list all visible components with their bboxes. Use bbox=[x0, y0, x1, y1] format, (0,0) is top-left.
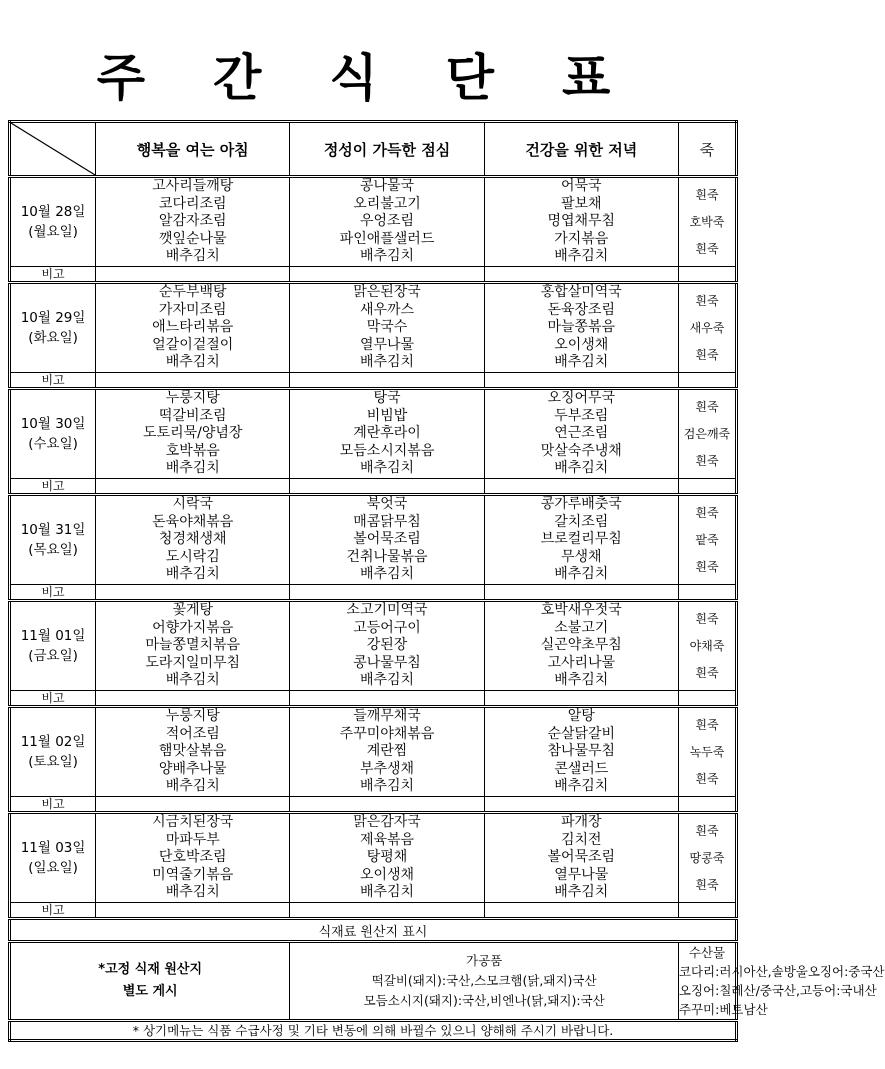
menu-item: 모듬소시지볶음 bbox=[339, 442, 435, 459]
menu-item: 볼어묵조림 bbox=[547, 849, 616, 866]
menu-item: 소고기미역국 bbox=[346, 602, 428, 619]
weekday: (일요일) bbox=[28, 860, 78, 876]
lunch-cell bbox=[290, 389, 484, 479]
porridge-item: 팥죽 bbox=[695, 532, 719, 547]
note-cell bbox=[290, 267, 484, 283]
menu-item: 계란후라이 bbox=[353, 425, 421, 442]
porridge-item: 흰죽 bbox=[695, 293, 719, 308]
menu-item: 얼갈이겉절이 bbox=[152, 336, 234, 353]
menu-item: 도토리묵/양념장 bbox=[143, 425, 243, 442]
note-row bbox=[10, 479, 737, 495]
header-breakfast: 행복을 여는 아침 bbox=[96, 122, 290, 177]
weekday: (목요일) bbox=[28, 542, 78, 558]
menu-item: 돈육장조림 bbox=[547, 301, 616, 318]
menu-item: 탕국 bbox=[373, 390, 401, 407]
note-cell bbox=[96, 373, 290, 389]
menu-item: 배추김치 bbox=[554, 778, 609, 795]
menu-item: 어향가지볶음 bbox=[152, 619, 234, 636]
dinner-cell bbox=[484, 177, 678, 267]
header-row bbox=[10, 122, 737, 177]
note-row bbox=[10, 691, 737, 707]
processed-line: 떡갈비(돼지):국산,스모크햄(닭,돼지)국산 bbox=[371, 973, 597, 988]
header-dinner: 건강을 위한 저녁 bbox=[484, 122, 678, 177]
note-label: 비고 bbox=[10, 373, 96, 389]
date-cell bbox=[10, 813, 96, 903]
day-row bbox=[10, 389, 737, 479]
menu-item: 가자미조림 bbox=[158, 301, 227, 318]
menu-item: 배추김치 bbox=[359, 460, 415, 477]
dinner-cell bbox=[484, 707, 678, 797]
porridge-cell bbox=[678, 283, 736, 373]
porridge-item: 흰죽 bbox=[695, 717, 719, 732]
note-cell bbox=[290, 373, 484, 389]
menu-item: 배추김치 bbox=[165, 778, 220, 795]
note-cell bbox=[290, 691, 484, 707]
menu-item: 도라지일미무침 bbox=[145, 654, 241, 671]
note-cell bbox=[96, 267, 290, 283]
note-cell bbox=[96, 797, 290, 813]
menu-item: 계란찜 bbox=[366, 743, 408, 760]
menu-item: 부추생채 bbox=[359, 760, 415, 777]
menu-item: 고사리나물 bbox=[547, 654, 616, 671]
menu-item: 배추김치 bbox=[165, 884, 220, 901]
breakfast-cell bbox=[96, 707, 290, 797]
menu-item: 콩가루배춧국 bbox=[540, 496, 622, 513]
menu-item: 강된장 bbox=[366, 637, 408, 654]
menu-item: 시금치된장국 bbox=[152, 814, 234, 831]
porridge-item: 흰죽 bbox=[695, 611, 719, 626]
note-cell bbox=[678, 585, 736, 601]
menu-item: 소불고기 bbox=[554, 619, 609, 636]
menu-item: 순두부백탕 bbox=[158, 284, 227, 301]
note-cell bbox=[678, 903, 736, 919]
breakfast-cell bbox=[96, 601, 290, 691]
date: 10월 31일 bbox=[20, 522, 86, 538]
note-row bbox=[10, 585, 737, 601]
footer-row bbox=[10, 1021, 737, 1041]
menu-item: 두부조림 bbox=[554, 407, 609, 424]
weekday: (토요일) bbox=[28, 754, 78, 770]
day-row bbox=[10, 495, 737, 585]
header-porridge: 죽 bbox=[678, 122, 736, 177]
menu-item: 배추김치 bbox=[359, 672, 415, 689]
menu-item: 맑은된장국 bbox=[353, 284, 421, 301]
seafood-title: 수산물 bbox=[688, 945, 726, 960]
menu-item: 누룽지탕 bbox=[165, 390, 220, 407]
date-cell bbox=[10, 601, 96, 691]
menu-item: 코다리조림 bbox=[158, 195, 227, 212]
menu-item: 고등어구이 bbox=[353, 619, 421, 636]
day-row bbox=[10, 177, 737, 267]
menu-item: 열무나물 bbox=[359, 336, 415, 353]
header-lunch: 정성이 가득한 점심 bbox=[290, 122, 484, 177]
menu-item: 맑은감자국 bbox=[353, 814, 421, 831]
diagonal-line bbox=[11, 123, 95, 175]
fixed-origin-line: 별도 게시 bbox=[122, 984, 178, 999]
menu-item: 홍합살미역국 bbox=[540, 284, 622, 301]
menu-item: 도시락김 bbox=[165, 548, 220, 565]
note-cell bbox=[290, 903, 484, 919]
menu-item: 떡갈비조림 bbox=[158, 407, 227, 424]
date: 10월 30일 bbox=[20, 416, 86, 432]
menu-item: 새우까스 bbox=[359, 301, 415, 318]
menu-item: 브로컬리무침 bbox=[540, 531, 622, 548]
dinner-cell bbox=[484, 389, 678, 479]
menu-item: 돈육야채볶음 bbox=[152, 513, 234, 530]
menu-item: 애느타리볶음 bbox=[152, 319, 234, 336]
menu-item: 오징어무국 bbox=[547, 390, 616, 407]
menu-item: 명엽채무침 bbox=[547, 213, 616, 230]
breakfast-cell bbox=[96, 813, 290, 903]
menu-item: 팔보채 bbox=[560, 195, 602, 212]
lunch-cell bbox=[290, 283, 484, 373]
porridge-item: 흰죽 bbox=[695, 559, 719, 574]
note-cell bbox=[678, 267, 736, 283]
date-cell bbox=[10, 707, 96, 797]
menu-item: 배추김치 bbox=[554, 460, 609, 477]
title-char: 간 bbox=[213, 49, 302, 107]
note-row bbox=[10, 373, 737, 389]
note-cell bbox=[96, 479, 290, 495]
note-cell bbox=[484, 585, 678, 601]
menu-item: 알탕 bbox=[567, 708, 595, 725]
menu-item: 배추김치 bbox=[359, 354, 415, 371]
menu-item: 비빔밥 bbox=[366, 407, 408, 424]
note-cell bbox=[484, 903, 678, 919]
note-row bbox=[10, 903, 737, 919]
date-cell bbox=[10, 177, 96, 267]
note-cell bbox=[96, 691, 290, 707]
dinner-cell bbox=[484, 601, 678, 691]
origin-row bbox=[10, 942, 737, 1021]
dinner-cell bbox=[484, 495, 678, 585]
title-char: 주 bbox=[96, 49, 186, 107]
menu-item: 볼어묵조림 bbox=[353, 531, 421, 548]
menu-item: 배추김치 bbox=[359, 884, 415, 901]
weekday: (화요일) bbox=[28, 330, 78, 346]
menu-item: 햄맛살볶음 bbox=[158, 743, 227, 760]
menu-item: 깻잎순나물 bbox=[158, 230, 227, 247]
menu-item: 배추김치 bbox=[359, 778, 415, 795]
porridge-item: 흰죽 bbox=[695, 399, 719, 414]
porridge-cell bbox=[678, 813, 736, 903]
weekday: (수요일) bbox=[28, 436, 78, 452]
processed-title: 가공품 bbox=[466, 953, 503, 968]
note-label: 비고 bbox=[10, 267, 96, 283]
date: 10월 29일 bbox=[20, 310, 86, 326]
lunch-cell bbox=[290, 601, 484, 691]
menu-item: 마파두부 bbox=[165, 831, 220, 848]
menu-item: 파인애플샐러드 bbox=[339, 230, 435, 247]
title-char: 표 bbox=[561, 49, 651, 107]
note-cell bbox=[484, 691, 678, 707]
porridge-item: 호박죽 bbox=[689, 214, 725, 229]
breakfast-cell bbox=[96, 177, 290, 267]
date-cell bbox=[10, 283, 96, 373]
menu-item: 김치전 bbox=[560, 831, 602, 848]
menu-item: 배추김치 bbox=[165, 566, 220, 583]
porridge-item: 야채죽 bbox=[689, 638, 725, 653]
menu-item: 콩나물무침 bbox=[353, 654, 421, 671]
day-row bbox=[10, 601, 737, 691]
menu-item: 배추김치 bbox=[165, 248, 220, 265]
menu-item: 오리불고기 bbox=[353, 195, 421, 212]
menu-item: 갈치조림 bbox=[554, 513, 609, 530]
menu-item: 무생채 bbox=[560, 548, 602, 565]
title-char: 단 bbox=[445, 49, 534, 107]
porridge-item: 흰죽 bbox=[695, 347, 719, 362]
origin-title: 식재료 원산지 표시 bbox=[10, 919, 737, 942]
porridge-cell bbox=[678, 707, 736, 797]
porridge-item: 검은깨죽 bbox=[683, 426, 731, 441]
processed-origin bbox=[290, 942, 679, 1021]
menu-item: 참나물무침 bbox=[547, 743, 616, 760]
note-cell bbox=[484, 479, 678, 495]
lunch-cell bbox=[290, 177, 484, 267]
menu-item: 오이생채 bbox=[554, 336, 609, 353]
menu-item: 단호박조림 bbox=[158, 849, 227, 866]
date: 11월 01일 bbox=[20, 628, 86, 644]
porridge-item: 흰죽 bbox=[695, 187, 719, 202]
page-title bbox=[0, 48, 747, 108]
porridge-item: 흰죽 bbox=[695, 771, 719, 786]
corner-cell bbox=[10, 122, 96, 177]
menu-item: 배추김치 bbox=[554, 248, 609, 265]
porridge-item: 땅콩죽 bbox=[689, 850, 725, 865]
menu-item: 배추김치 bbox=[359, 248, 415, 265]
fixed-origin-line: *고정 식재 원산지 bbox=[98, 962, 203, 977]
note-label: 비고 bbox=[10, 797, 96, 813]
note-label: 비고 bbox=[10, 903, 96, 919]
porridge-item: 흰죽 bbox=[695, 505, 719, 520]
date-cell bbox=[10, 495, 96, 585]
note-cell bbox=[290, 797, 484, 813]
menu-item: 청경채생채 bbox=[158, 531, 227, 548]
menu-item: 주꾸미야채볶음 bbox=[339, 725, 435, 742]
menu-item: 마늘쫑볶음 bbox=[547, 319, 616, 336]
date: 11월 02일 bbox=[20, 734, 86, 750]
weekly-menu-table bbox=[8, 120, 885, 1042]
dinner-cell bbox=[484, 283, 678, 373]
porridge-item: 새우죽 bbox=[689, 320, 725, 335]
seafood-line: 오징어:칠레산/중국산,고등어:국내산 bbox=[678, 983, 877, 998]
dinner-cell bbox=[484, 813, 678, 903]
menu-item: 배추김치 bbox=[359, 566, 415, 583]
menu-item: 순살닭갈비 bbox=[547, 725, 616, 742]
menu-item: 열무나물 bbox=[554, 866, 609, 883]
menu-item: 배추김치 bbox=[554, 566, 609, 583]
menu-item: 매콤닭무침 bbox=[353, 513, 421, 530]
menu-item: 실곤약초무침 bbox=[540, 637, 622, 654]
menu-item: 마늘쫑멸치볶음 bbox=[145, 637, 241, 654]
note-row bbox=[10, 267, 737, 283]
note-row bbox=[10, 797, 737, 813]
fixed-origin-note bbox=[10, 942, 290, 1021]
menu-item: 시락국 bbox=[172, 496, 214, 513]
lunch-cell bbox=[290, 813, 484, 903]
porridge-item: 흰죽 bbox=[695, 453, 719, 468]
porridge-cell bbox=[678, 495, 736, 585]
menu-item: 배추김치 bbox=[165, 672, 220, 689]
lunch-cell bbox=[290, 495, 484, 585]
porridge-cell bbox=[678, 177, 736, 267]
day-row bbox=[10, 283, 737, 373]
note-cell bbox=[484, 797, 678, 813]
menu-item: 배추김치 bbox=[165, 354, 220, 371]
weekday: (금요일) bbox=[28, 648, 78, 664]
note-cell bbox=[484, 267, 678, 283]
menu-item: 적어조림 bbox=[165, 725, 220, 742]
menu-item: 맛살숙주냉채 bbox=[540, 442, 622, 459]
seafood-origin bbox=[678, 942, 885, 1021]
menu-item: 배추김치 bbox=[165, 460, 220, 477]
note-label: 비고 bbox=[10, 691, 96, 707]
note-cell bbox=[96, 585, 290, 601]
note-cell bbox=[290, 479, 484, 495]
menu-item: 막국수 bbox=[366, 319, 408, 336]
footer-note: * 상기메뉴는 식품 수급사정 및 기타 변동에 의해 바뀔수 있으니 양해해 주시기 바랍니다. bbox=[10, 1021, 737, 1041]
menu-item: 어묵국 bbox=[560, 178, 602, 195]
porridge-item: 흰죽 bbox=[695, 823, 719, 838]
porridge-item: 흰죽 bbox=[695, 665, 719, 680]
porridge-cell bbox=[678, 389, 736, 479]
menu-item: 꽃게탕 bbox=[172, 602, 214, 619]
menu-item: 가지볶음 bbox=[554, 230, 609, 247]
porridge-item: 흰죽 bbox=[695, 877, 719, 892]
menu-item: 탕평채 bbox=[366, 849, 408, 866]
menu-item: 호박새우젓국 bbox=[540, 602, 622, 619]
menu-item: 배추김치 bbox=[554, 884, 609, 901]
porridge-item: 흰죽 bbox=[695, 241, 719, 256]
day-row bbox=[10, 813, 737, 903]
menu-item: 들깨무채국 bbox=[353, 708, 421, 725]
menu-item: 알감자조림 bbox=[158, 213, 227, 230]
menu-item: 콩나물국 bbox=[359, 178, 415, 195]
title-char: 식 bbox=[329, 49, 418, 107]
note-cell bbox=[678, 373, 736, 389]
breakfast-cell bbox=[96, 389, 290, 479]
menu-item: 양배추나물 bbox=[158, 760, 227, 777]
menu-item: 배추김치 bbox=[554, 354, 609, 371]
menu-item: 미역줄기볶음 bbox=[152, 866, 234, 883]
day-row bbox=[10, 707, 737, 797]
menu-item: 우엉조림 bbox=[359, 213, 415, 230]
note-cell bbox=[678, 479, 736, 495]
porridge-item: 녹두죽 bbox=[689, 744, 725, 759]
menu-item: 제육볶음 bbox=[359, 831, 415, 848]
note-cell bbox=[96, 903, 290, 919]
note-label: 비고 bbox=[10, 479, 96, 495]
menu-item: 배추김치 bbox=[554, 672, 609, 689]
note-cell bbox=[290, 585, 484, 601]
seafood-line: 주꾸미:베트남산 bbox=[678, 1002, 768, 1017]
menu-item: 고사리들깨탕 bbox=[152, 178, 234, 195]
breakfast-cell bbox=[96, 283, 290, 373]
menu-item: 오이생채 bbox=[359, 866, 415, 883]
menu-item: 호박볶음 bbox=[165, 442, 220, 459]
menu-item: 연근조림 bbox=[554, 425, 609, 442]
origin-title-row bbox=[10, 919, 737, 942]
note-label: 비고 bbox=[10, 585, 96, 601]
lunch-cell bbox=[290, 707, 484, 797]
menu-item: 파개장 bbox=[560, 814, 602, 831]
menu-item: 북엇국 bbox=[366, 496, 408, 513]
seafood-line: 코다리:러시아산,솔방울오징어:중국산 bbox=[678, 964, 885, 979]
menu-item: 콘샐러드 bbox=[554, 760, 609, 777]
menu-item: 건취나물볶음 bbox=[346, 548, 428, 565]
date: 11월 03일 bbox=[20, 840, 86, 856]
menu-item: 누룽지탕 bbox=[165, 708, 220, 725]
processed-line: 모듬소시지(돼지):국산,비엔나(닭,돼지):국산 bbox=[363, 993, 605, 1008]
note-cell bbox=[484, 373, 678, 389]
note-cell bbox=[678, 691, 736, 707]
breakfast-cell bbox=[96, 495, 290, 585]
weekday: (월요일) bbox=[28, 224, 78, 240]
date: 10월 28일 bbox=[20, 204, 86, 220]
note-cell bbox=[678, 797, 736, 813]
porridge-cell bbox=[678, 601, 736, 691]
date-cell bbox=[10, 389, 96, 479]
